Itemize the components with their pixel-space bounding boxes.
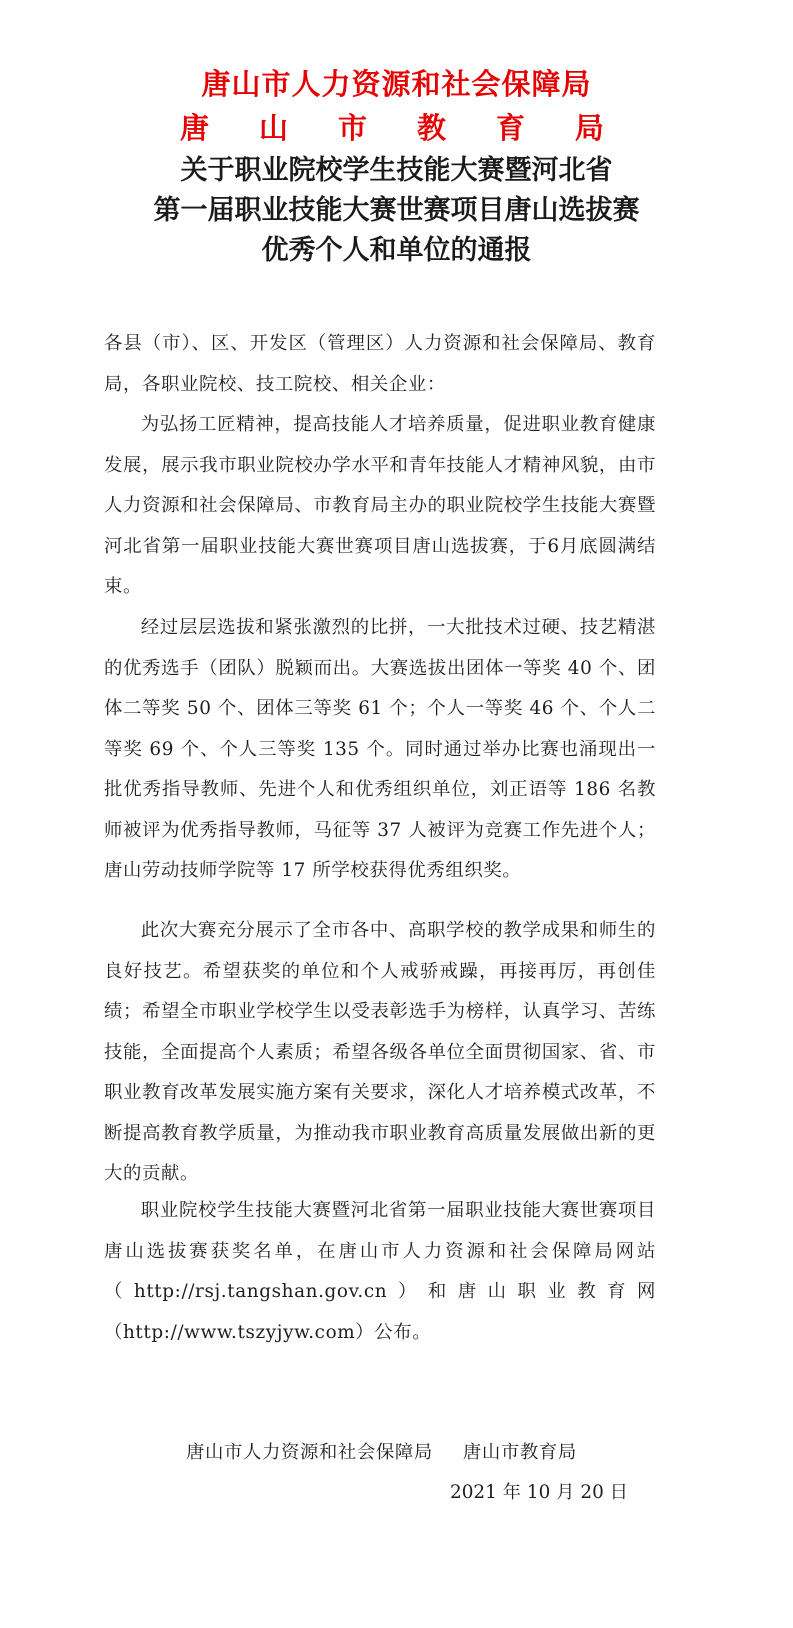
issuer-char: 唐 (180, 111, 210, 145)
issuer-char: 育 (495, 111, 525, 145)
paragraph-text: 职业院校学生技能大赛暨河北省第一届职业技能大赛世赛项目唐山选拔赛获奖名单，在唐山市人力资源和社会保障局网站（http://rsj.tangshan.gov.cn）和唐山职业教育网（http://www.tszyjyw.com）公布。 (104, 1200, 656, 1343)
document-title-line-1: 关于职业院校学生技能大赛暨河北省 (180, 155, 613, 186)
paragraph-text: 此次大赛充分展示了全市各中、高职学校的教学成果和师生的良好技艺。希望获奖的单位和个人戒骄戒躁，再接再厉，再创佳绩；希望全市职业学校学生以受表彰选手为榜样，认真学习、苦练技能，全面提高个人素质；希望各级各单位全面贯彻国家、省、市职业教育改革发展实施方案有关要求，深化人才培养模式改革，不断提高教育教学质量，为推动我市职业教育高质量发展做出新的更大的贡献。 (104, 920, 656, 1184)
signature-date: 2021 年 10 月 20 日 (450, 1482, 629, 1503)
issuer-char: 山 (258, 111, 288, 145)
body-paragraph-4 (104, 1191, 656, 1353)
issuer-char: 教 (416, 111, 446, 145)
body-paragraph-2 (104, 608, 656, 892)
body-paragraph-3 (104, 911, 656, 1195)
issuer-education-bureau (180, 106, 604, 147)
signature-org-hrss: 唐山市人力资源和社会保障局 (186, 1442, 433, 1463)
document-title-line-2: 第一届职业技能大赛世赛项目唐山选拔赛 (153, 195, 640, 226)
paragraph-text: 经过层层选拔和紧张激烈的比拼，一大批技术过硬、技艺精湛的优秀选手（团队）脱颖而出。大赛选拔出团体一等奖 40 个、团体二等奖 50 个、团体三等奖 61 个；个人一等奖 46 个、个人二等奖 69 个、个人三等奖 135 个。同时通过举办比赛也涌现出一批优秀指导教师、先进个人和优秀组织单位，刘正语等 186 名教师被评为优秀指导教师，马征等 37 人被评为竞赛工作先进个人；唐山劳动技师学院等 17 所学校获得优秀组织奖。 (104, 617, 656, 881)
signature-orgs (186, 1438, 577, 1464)
signature-org-education: 唐山市教育局 (462, 1442, 577, 1463)
issuer-char: 局 (574, 111, 604, 145)
document-title-line-3: 优秀个人和单位的通报 (261, 235, 532, 266)
issuer-char: 市 (337, 111, 367, 145)
salutation-text: 各县（市）、区、开发区（管理区）人力资源和社会保障局、教育局，各职业院校、技工院校、相关企业： (104, 333, 656, 395)
salutation (104, 324, 656, 405)
issuer-hrss-bureau: 唐山市人力资源和社会保障局 (201, 67, 592, 101)
body-paragraph-1 (104, 405, 656, 608)
paragraph-text: 为弘扬工匠精神，提高技能人才培养质量，促进职业教育健康发展，展示我市职业院校办学水平和青年技能人才精神风貌，由市人力资源和社会保障局、市教育局主办的职业院校学生技能大赛暨河北省第一届职业技能大赛世赛项目唐山选拔赛，于6月底圆满结束。 (104, 414, 656, 597)
